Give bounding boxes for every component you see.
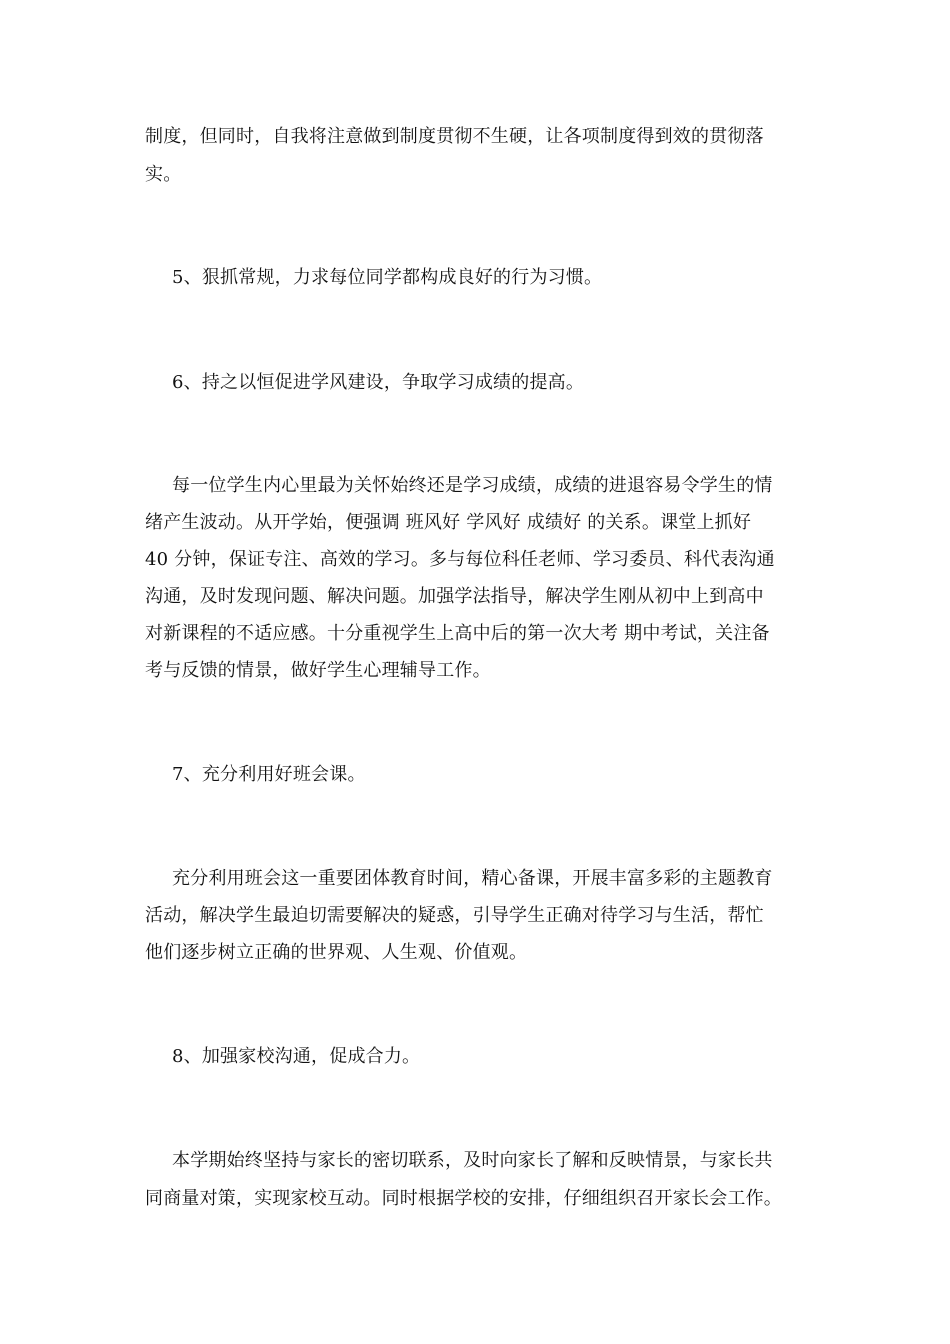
section-heading-5: 5、狠抓常规，力求每位同学都构成良好的行为习惯。 (172, 267, 603, 288)
paragraph-line: 他们逐步树立正确的世界观、人生观、价值观。 (145, 942, 528, 963)
paragraph-line: 每一位学生内心里最为关怀始终还是学习成绩，成绩的进退容易令学生的情 (172, 475, 773, 496)
paragraph-line: 制度，但同时，自我将注意做到制度贯彻不生硬，让各项制度得到效的贯彻落 (145, 126, 764, 147)
paragraph-line: 活动，解决学生最迫切需要解决的疑惑，引导学生正确对待学习与生活，帮忙 (145, 905, 764, 926)
paragraph-line: 40 分钟，保证专注、高效的学习。多与每位科任老师、学习委员、科代表沟通 (145, 549, 775, 570)
paragraph-line: 考与反馈的情景，做好学生心理辅导工作。 (145, 660, 491, 681)
section-heading-6: 6、持之以恒促进学风建设，争取学习成绩的提高。 (172, 372, 585, 393)
section-heading-7: 7、充分利用好班会课。 (172, 764, 366, 785)
paragraph-line: 对新课程的不适应感。十分重视学生上高中后的第一次大考 期中考试，关注备 (145, 623, 770, 644)
paragraph-line: 充分利用班会这一重要团体教育时间，精心备课，开展丰富多彩的主题教育 (172, 868, 773, 889)
paragraph-line: 实。 (145, 164, 182, 185)
paragraph-line: 本学期始终坚持与家长的密切联系，及时向家长了解和反映情景，与家长共 (172, 1150, 773, 1171)
paragraph-line: 同商量对策，实现家校互动。同时根据学校的安排，仔细组织召开家长会工作。 (145, 1188, 782, 1209)
paragraph-line: 沟通，及时发现问题、解决问题。加强学法指导，解决学生刚从初中上到高中 (145, 586, 764, 607)
paragraph-line: 绪产生波动。从开学始，便强调 班风好 学风好 成绩好 的关系。课堂上抓好 (145, 512, 752, 533)
section-heading-8: 8、加强家校沟通，促成合力。 (172, 1046, 421, 1067)
